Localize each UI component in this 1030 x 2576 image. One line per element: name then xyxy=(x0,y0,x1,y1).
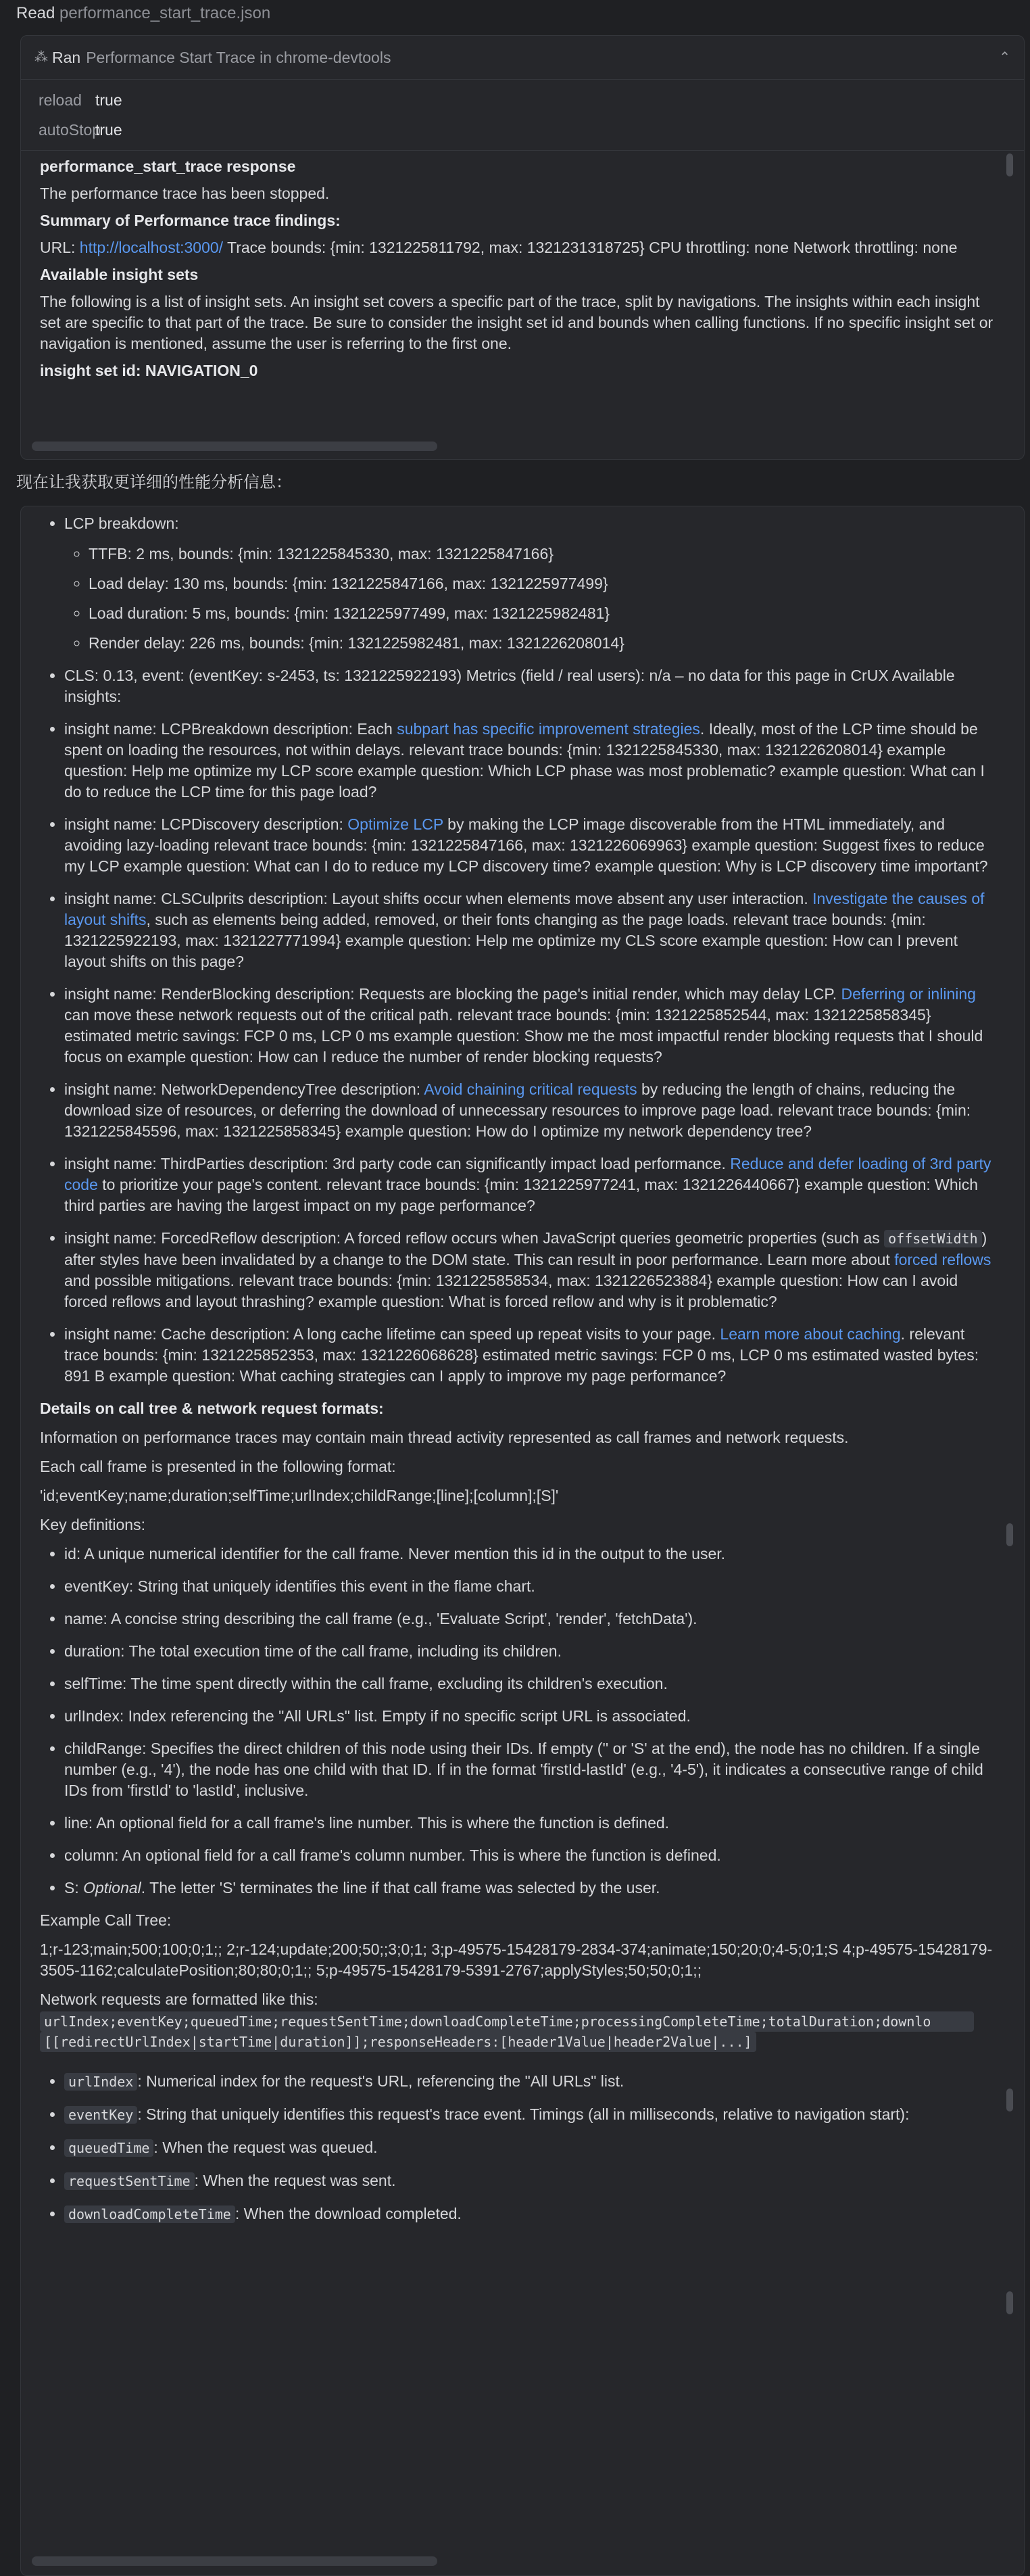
insight-item: • insight name: LCPDiscovery description: Optimize LCP by making the LCP image discoverable from the HTML immediately, and avoiding lazy-loading relevant trace bounds: {min: 1321225847166, max: 1321226069963} example question: Suggest fixes to reduce my LCP example question: What can I do to reduce my LCP discovery time? example question: Why is LCP discovery time important? xyxy=(64,814,997,877)
insight-sets-text: The following is a list of insight sets. An insight set covers a specific part of the trace, split by navigations. The insights within each insight set are specific to that part of the trace. Be sure to consider the insight set id and bounds when calling functions. If no specific insight set or navigation is mentioned, assume the user is referring to the first one. xyxy=(40,293,994,352)
tool-call-card xyxy=(20,35,1025,460)
details-vertical-scrollbar[interactable] xyxy=(1006,1523,1013,1546)
response-stopped: The performance trace has been stopped. xyxy=(40,185,330,202)
read-file-line xyxy=(16,3,270,24)
network-format-line-2: [[redirectUrlIndex|startTime|duration]];responseHeaders:[header1Value|header2Value|...] xyxy=(40,2032,756,2052)
tool-call-header[interactable] xyxy=(21,36,1024,80)
param-row xyxy=(39,115,1024,145)
tool-ran-label: Ran xyxy=(52,48,81,66)
list-item: • queuedTime : When the request was queued. xyxy=(64,2137,997,2159)
example-call-tree: 1;r-123;main;500;100;0;1;; 2;r-124;update;200;50;;3;0;1; 3;p-49575-15428179-2834-374;animate;150;20;0;4-5;0;1;S 4;p-49575-15428179-3505-1162;calculatePosition;80;80;0;1;; 5;p-49575-15428179-5391-2767;applyStyles;50;50;0;1;; xyxy=(40,1940,993,1979)
lcp-breakdown-list xyxy=(64,544,997,654)
list-item: • line: An optional field for a call frame's line number. This is where the function is defined. xyxy=(64,1813,997,1834)
param-value: true xyxy=(95,91,122,109)
list-item: • eventKey : String that uniquely identifies this request's trace event. Timings (all in milliseconds, relative to navigation start): xyxy=(64,2104,997,2126)
key-definitions-heading: Key definitions: xyxy=(40,1516,145,1533)
tool-params xyxy=(21,80,1024,151)
details-vertical-scrollbar-2[interactable] xyxy=(1006,2089,1013,2112)
list-item: • urlIndex: Index referencing the "All URLs" list. Empty if no specific script URL is associated. xyxy=(64,1706,997,1727)
list-item: ◦ Load delay: 130 ms, bounds: {min: 1321225847166, max: 1321225977499} xyxy=(89,573,997,594)
list-item: ◦ Load duration: 5 ms, bounds: {min: 1321225977499, max: 1321225982481} xyxy=(89,603,997,624)
key-definitions-list xyxy=(40,1544,997,1899)
insight-link[interactable]: Optimize LCP xyxy=(347,815,443,833)
network-format-line-1: urlIndex;eventKey;queuedTime;requestSentTime;downloadCompleteTime;processingCompleteTime;totalDuration;downlo xyxy=(40,2011,974,2032)
details-horizontal-scrollbar[interactable] xyxy=(32,2556,437,2566)
list-item: • requestSentTime : When the request was sent. xyxy=(64,2170,997,2192)
network-definitions-list xyxy=(40,2071,997,2225)
insight-link[interactable]: forced reflows xyxy=(894,1251,991,1268)
details-vertical-scrollbar-3[interactable] xyxy=(1006,2291,1013,2314)
list-item: • childRange: Specifies the direct children of this node using their IDs. If empty ('' or 'S' at the end), the node has no children. If a single number (e.g., '4'), the node has one child with that ID. If in the format 'firstId-lastId' (e.g., '4-5'), it indicates a consecutive range of child IDs from 'firstId' to 'lastId', inclusive. xyxy=(64,1738,997,1801)
call-frame-format: 'id;eventKey;name;duration;selfTime;urlIndex;childRange;[line];[column];[S]' xyxy=(40,1487,559,1504)
list-item: • downloadCompleteTime : When the download completed. xyxy=(64,2203,997,2225)
trace-details-card xyxy=(20,506,1025,2576)
param-key: reload xyxy=(39,91,82,109)
details-heading: Details on call tree & network request formats: xyxy=(40,1400,384,1417)
url-line: URL: http://localhost:3000/ Trace bounds: {min: 1321225811792, max: 1321231318725} CPU throttling: none Network throttling: none xyxy=(40,239,958,256)
summary-heading: Summary of Performance trace findings: xyxy=(40,212,341,229)
cls-item: • CLS: 0.13, event: (eventKey: s-2453, ts: 1321225922193) Metrics (field / real users): n/a – no data for this page in CrUX Available insights: xyxy=(64,665,997,707)
list-item: • name: A concise string describing the call frame (e.g., 'Evaluate Script', 'render', 'fetchData'). xyxy=(64,1608,997,1629)
network-heading: Network requests are formatted like this: xyxy=(40,1990,318,2008)
insight-link[interactable]: Learn more about caching xyxy=(720,1325,901,1343)
insight-link[interactable]: subpart has specific improvement strategies xyxy=(397,720,700,738)
read-label: Read xyxy=(16,4,55,22)
inline-code: offsetWidth xyxy=(884,1230,981,1247)
tool-response xyxy=(21,151,1024,381)
insight-item: • insight name: CLSCulprits description: Layout shifts occur when elements move absent any user interaction. Investigate the causes of layout shifts, such as elements being added, removed, or their fonts changing as the page loads. relevant trace bounds: {min: 1321225922193, max: 1321227771994} example question: Help me optimize my CLS score example question: How can I prevent layout shifts on this page? xyxy=(64,888,997,972)
tool-name: Performance Start Trace in chrome-devtools xyxy=(86,48,391,66)
insight-item: • insight name: NetworkDependencyTree description: Avoid chaining critical requests by reducing the length of chains, reducing the download size of resources, or deferring the download of unnecessary resources to improve page load. relevant trace bounds: {min: 1321225845596, max: 1321225858345} example question: How do I optimize my network dependency tree? xyxy=(64,1079,997,1142)
insight-sets-heading: Available insight sets xyxy=(40,266,199,283)
expand-collapse-icon[interactable]: ⌃ xyxy=(999,49,1010,65)
insight-item: • insight name: ThirdParties description: 3rd party code can significantly impact load performance. Reduce and defer loading of 3rd party code to prioritize your page's content. relevant trace bounds: {min: 1321225977241, max: 1321226440667} example question: Which third parties are having the largest impact on my page performance? xyxy=(64,1153,997,1216)
list-item: • S: Optional. The letter 'S' terminates the line if that call frame was selected by the user. xyxy=(64,1878,997,1899)
list-item: • duration: The total execution time of the call frame, including its children. xyxy=(64,1641,997,1662)
param-value: true xyxy=(95,120,122,139)
example-heading: Example Call Tree: xyxy=(40,1911,172,1929)
list-item: • selfTime: The time spent directly within the call frame, excluding its children's execution. xyxy=(64,1673,997,1694)
insight-link[interactable]: Avoid chaining critical requests xyxy=(424,1080,637,1098)
insight-set-id: insight set id: NAVIGATION_0 xyxy=(40,362,258,379)
insight-item: • insight name: Cache description: A long cache lifetime can speed up repeat visits to your page. Learn more about caching. relevant trace bounds: {min: 1321225852353, max: 1321226068628} estimated metric savings: FCP 0 ms, LCP 0 ms estimated wasted bytes: 891 B example question: What caching strategies can I apply to improve my page performance? xyxy=(64,1324,997,1387)
param-key: autoStop xyxy=(39,120,101,139)
insight-link[interactable]: Investigate the causes of layout shifts xyxy=(64,890,985,928)
lcp-breakdown-item: • LCP breakdown: ◦ TTFB: 2 ms, bounds: {min: 1321225845330, max: 1321225847166} ◦ Load delay: 130 ms, bounds: {min: 1321225847166, max: 1321225977499} ◦ Load duration: 5 ms, bounds: {min: 1321225977499, max: 1321225982481} ◦ Render delay: 226 ms, bounds: {min: 1321225982481, max: 1321226208014} xyxy=(64,513,997,654)
list-item: • id: A unique numerical identifier for the call frame. Never mention this id in the output to the user. xyxy=(64,1544,997,1565)
assistant-message: 现在让我获取更详细的性能分析信息： xyxy=(16,473,292,492)
tool-spinner-icon: ⁂ xyxy=(34,49,48,65)
insight-item: • insight name: LCPBreakdown description: Each subpart has specific improvement strategies. Ideally, most of the LCP time should be spent on loading the resources, not within delays. relevant trace bounds: {min: 1321225845330, max: 1321226208014} example question: Help me optimize my LCP score example question: Which LCP phase was most problematic? example question: What can I do to reduce the LCP time for this page load? xyxy=(64,719,997,803)
response-title: performance_start_trace response xyxy=(40,158,296,175)
details-intro: Information on performance traces may contain main thread activity represented as call frames and network requests. xyxy=(40,1429,849,1446)
list-item: • column: An optional field for a call frame's column number. This is where the function is defined. xyxy=(64,1845,997,1866)
param-row xyxy=(39,85,1024,115)
list-item: • urlIndex : Numerical index for the request's URL, referencing the "All URLs" list. xyxy=(64,2071,997,2093)
response-vertical-scrollbar[interactable] xyxy=(1006,153,1013,176)
list-item: ◦ Render delay: 226 ms, bounds: {min: 1321225982481, max: 1321226208014} xyxy=(89,633,997,654)
url-link[interactable]: http://localhost:3000/ xyxy=(79,239,224,256)
insight-item: • insight name: RenderBlocking description: Requests are blocking the page's initial render, which may delay LCP. Deferring or inlining can move these network requests out of the critical path. relevant trace bounds: {min: 1321225852544, max: 1321225858345} estimated metric savings: FCP 0 ms, LCP 0 ms example question: Show me the most impactful render blocking requests that I should focus on example question: How can I reduce the number of render blocking requests? xyxy=(64,984,997,1068)
insight-item: • insight name: ForcedReflow description: A forced reflow occurs when JavaScript queries geometric properties (such as offsetWidth ) after styles have been invalidated by a change to the DOM state. This can result in poor performance. Learn more about forced reflows and possible mitigations. relevant trace bounds: {min: 1321225858534, max: 1321226523884} example question: How can I avoid forced reflows and layout thrashing? example question: What is forced reflow and why is it problematic? xyxy=(64,1228,997,1312)
insights-list xyxy=(40,513,997,1387)
response-horizontal-scrollbar[interactable] xyxy=(32,442,437,451)
list-item: • eventKey: String that uniquely identifies this event in the flame chart. xyxy=(64,1576,997,1597)
format-intro: Each call frame is presented in the following format: xyxy=(40,1458,396,1475)
read-file-name[interactable]: performance_start_trace.json xyxy=(59,4,271,22)
list-item: ◦ TTFB: 2 ms, bounds: {min: 1321225845330, max: 1321225847166} xyxy=(89,544,997,565)
insight-link[interactable]: Reduce and defer loading of 3rd party code xyxy=(64,1155,991,1193)
insight-link[interactable]: Deferring or inlining xyxy=(841,985,976,1003)
